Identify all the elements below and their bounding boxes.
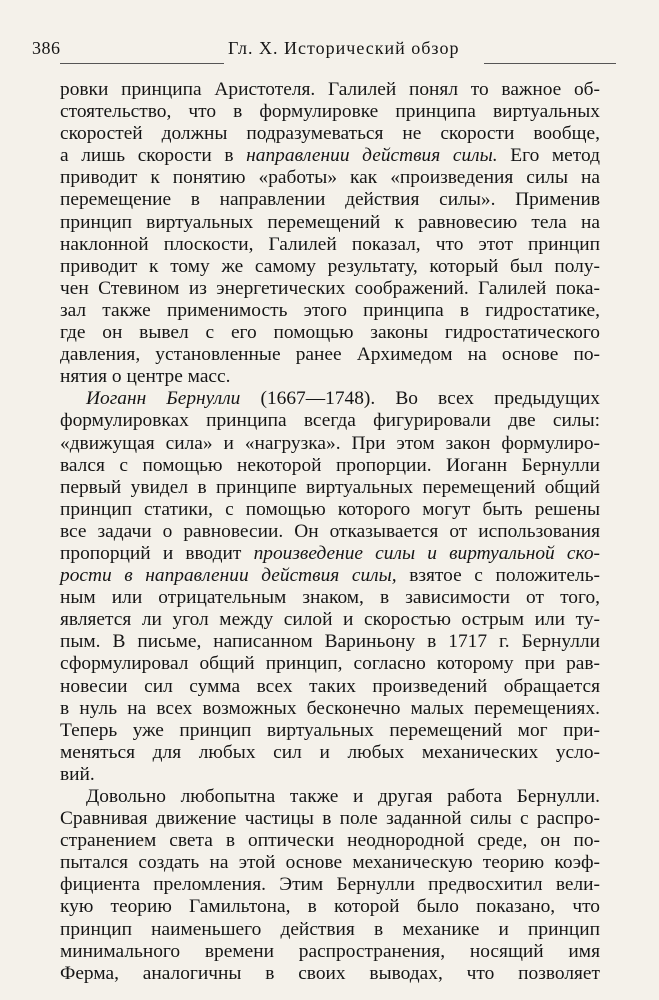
text-line: приводит к понятию «работы» как «произведения силы на — [60, 167, 600, 189]
text-line: рости в направлении действия силы, взятое с положитель- — [60, 565, 600, 587]
text-line: минимального времени распространения, носящий имя — [60, 940, 600, 962]
text-line: принцип статики, с помощью которого могут быть решены — [60, 498, 600, 520]
paragraph — [60, 79, 600, 388]
text-line: ровки принципа Аристотеля. Галилей понял то важное об- — [60, 79, 600, 100]
text-line: пытался создать на этой основе механическую теорию коэф- — [60, 852, 600, 874]
text-line: чен Стевином из энергетических соображений. Галилей пока- — [60, 277, 600, 299]
text-line: принцип виртуальных перемещений к равновесию тела на — [60, 211, 600, 233]
text-line: приводит к тому же самому результату, который был полу- — [60, 255, 600, 277]
text-line: сформулировал общий принцип, согласно которому при рав- — [60, 653, 600, 675]
text-line: фициента преломления. Этим Бернулли предвосхитил вели- — [60, 874, 600, 896]
paragraph — [60, 388, 600, 786]
text-line: принцип наименьшего действия в механике и принцип — [60, 918, 600, 940]
body-text — [60, 79, 600, 985]
text-line: зал также применимость этого принципа в гидростатике, — [60, 299, 600, 321]
text-line: вался с помощью некоторой пропорции. Иоганн Бернулли — [60, 454, 600, 476]
text-line: нятия о центре масс. — [60, 366, 231, 388]
text-line: скоростей должны подразумеваться не скорости вообще, — [60, 123, 600, 145]
text-line: Ферма, аналогичны в своих выводах, что позволяет — [60, 962, 600, 984]
text-line: Довольно любопытна также и другая работа Бернулли. — [86, 786, 600, 807]
text-line: наклонной плоскости, Галилей показал, что этот принцип — [60, 233, 600, 255]
header-rule-left — [60, 63, 224, 64]
text-line: перемещение в направлении действия силы». Применив — [60, 189, 600, 211]
text-line: а лишь скорости в направлении действия силы. Его метод — [60, 145, 600, 167]
text-line: странением света в оптически неоднородной среде, он по- — [60, 830, 600, 852]
text-line: стоятельство, что в формулировке принципа виртуальных — [60, 101, 600, 123]
text-line: ным или отрицательным знаком, в зависимости от того, — [60, 587, 600, 609]
text-line: Теперь уже принцип виртуальных перемещений мог при- — [60, 719, 600, 741]
text-line: первый увидел в принципе виртуальных перемещений общий — [60, 476, 600, 498]
text-line: вий. — [60, 763, 95, 785]
text-line: Сравнивая движение частицы в поле заданной силы с распро- — [60, 808, 600, 830]
italic-phrase: произведение силы и виртуальной ско- — [253, 542, 600, 564]
text-line: пропорций и вводит произведение силы и виртуальной ско- — [60, 542, 600, 564]
text-line: давления, установленные ранее Архимедом на основе по- — [60, 344, 600, 366]
page-number: 386 — [32, 38, 61, 58]
header-rule-right — [484, 63, 616, 64]
italic-phrase: Иоганн Бернулли — [86, 388, 241, 410]
text-line: Иоганн Бернулли (1667—1748). Во всех предыдущих — [86, 388, 600, 410]
text-line: «движущая сила» и «нагрузка». При этом закон формулиро- — [60, 432, 600, 454]
text-line: формулировках принципа всегда фигурировали две силы: — [60, 410, 600, 432]
text-line: новесии сил сумма всех таких произведений обращается — [60, 675, 600, 697]
text-line: кую теорию Гамильтона, в которой было показано, что — [60, 896, 600, 918]
text-line: в нуль на всех возможных бесконечно малых перемещениях. — [60, 697, 600, 719]
page-header — [32, 38, 600, 68]
text-line: меняться для любых сил и любых механических усло- — [60, 741, 600, 763]
text-line: все задачи о равновесии. Он отказывается от использования — [60, 520, 600, 542]
paragraph — [60, 786, 600, 985]
italic-phrase: направлении действия силы. — [246, 145, 498, 167]
text-line: где он вывел с его помощью законы гидростатического — [60, 322, 600, 344]
text-line: является ли угол между силой и скоростью острым или ту- — [60, 609, 600, 631]
italic-phrase: рости в направлении действия силы, — [60, 565, 397, 587]
running-head: Гл. X. Исторический обзор — [228, 38, 460, 58]
text-line: пым. В письме, написанном Вариньону в 1717 г. Бернулли — [60, 631, 600, 653]
